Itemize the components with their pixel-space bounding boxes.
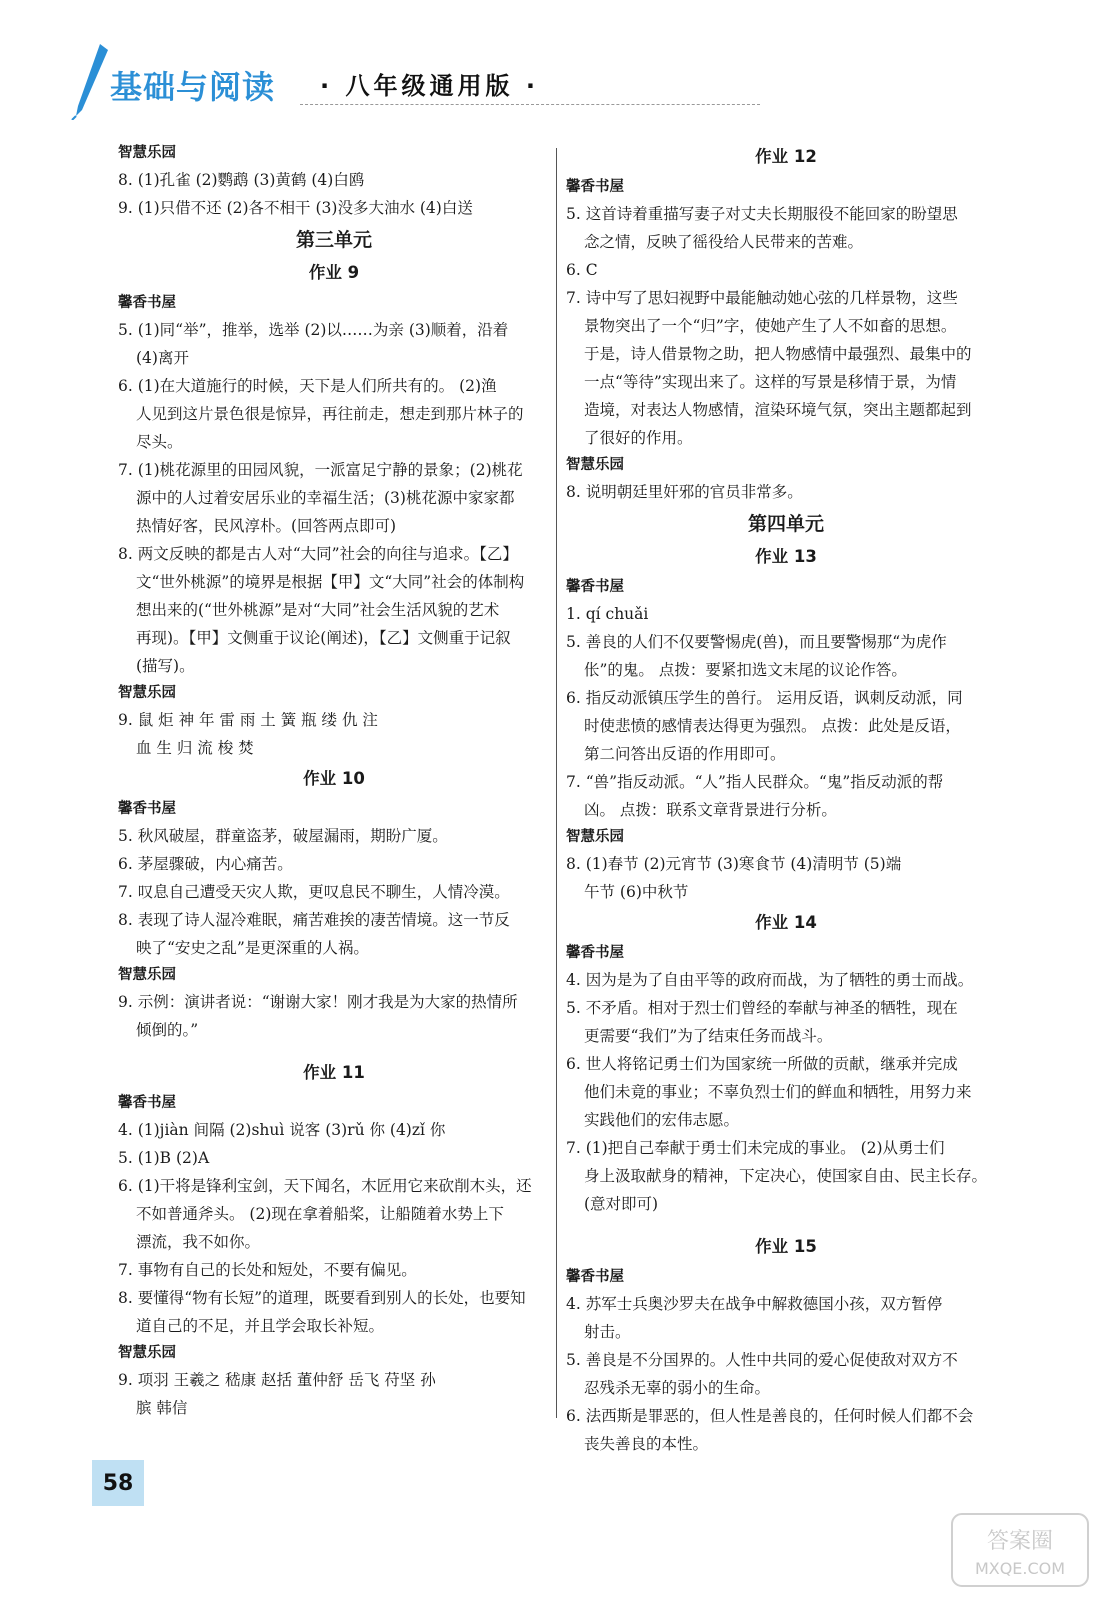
answer-line: 实践他们的宏伟志愿。 bbox=[584, 1111, 740, 1129]
answer-line: 6. 法西斯是罪恶的，但人性是善良的，任何时候人们都不会 bbox=[566, 1407, 974, 1425]
answer-line: 5. 善良是不分国界的。人性中共同的爱心促使敌对双方不 bbox=[566, 1351, 958, 1369]
answer-line: 5. 秋风破屋，群童盗茅，破屋漏雨，期盼广厦。 bbox=[118, 827, 448, 845]
answer-line: 文“世外桃源”的境界是根据【甲】文“大同”社会的体制构 bbox=[136, 573, 525, 591]
watermark-logo bbox=[950, 1510, 1090, 1590]
homework-title: 作业 12 bbox=[755, 147, 817, 166]
answer-line: 想出来的(“世外桃源”是对“大同”社会生活风貌的艺术 bbox=[136, 601, 500, 619]
section-label: 馨香书屋 bbox=[566, 1269, 624, 1285]
section-label: 馨香书屋 bbox=[118, 1095, 176, 1111]
answer-line: 第二问答出反语的作用即可。 bbox=[584, 745, 786, 763]
homework-title: 作业 15 bbox=[755, 1237, 817, 1256]
answer-line: 7. “兽”指反动派。“人”指人民群众。“鬼”指反动派的帮 bbox=[566, 773, 944, 791]
answer-line: 5. 善良的人们不仅要警惕虎(兽)，而且要警惕那“为虎作 bbox=[566, 633, 947, 651]
answer-line: 源中的人过着安居乐业的幸福生活；(3)桃花源中家家都 bbox=[136, 489, 515, 507]
section-label: 馨香书屋 bbox=[118, 295, 176, 311]
homework-title: 作业 9 bbox=[308, 263, 360, 282]
unit-title: 第四单元 bbox=[747, 513, 824, 535]
answer-line: 6. 茅屋骤破，内心痛苦。 bbox=[118, 855, 293, 873]
answer-line: 4. 苏军士兵奥沙罗夫在战争中解救德国小孩，双方暂停 bbox=[566, 1295, 943, 1313]
answer-line: 忍残杀无辜的弱小的生命。 bbox=[584, 1379, 771, 1397]
answer-line: 6. 指反动派镇压学生的兽行。 运用反语，讽刺反动派，同 bbox=[566, 689, 963, 707]
answer-line: 1. qí chuǎi bbox=[566, 605, 649, 623]
answer-line: 一点“等待”实现出来了。这样的写景是移情于景，为情 bbox=[584, 373, 957, 391]
series-title: 基础与阅读 bbox=[110, 68, 276, 106]
header-divider bbox=[300, 104, 760, 105]
answer-line: 8. 要懂得“物有长短”的道理，既要看到别人的长处，也要知 bbox=[118, 1289, 526, 1307]
answer-line: 5. (1)B (2)A bbox=[118, 1149, 210, 1167]
answer-line: 9. 示例：演讲者说：“谢谢大家！刚才我是为大家的热情所 bbox=[118, 993, 518, 1011]
answer-line: 7. 诗中写了思妇视野中最能触动她心弦的几样景物，这些 bbox=[566, 289, 958, 307]
section-label: 馨香书屋 bbox=[566, 945, 624, 961]
homework-title: 作业 13 bbox=[755, 547, 817, 566]
section-label: 馨香书屋 bbox=[118, 801, 176, 817]
answer-line: 6. C bbox=[566, 261, 598, 279]
answer-line: 身上汲取献身的精神，下定决心，使国家自由、民主长存。 bbox=[584, 1167, 988, 1185]
section-label: 智慧乐园 bbox=[118, 967, 176, 983]
homework-title: 作业 14 bbox=[755, 913, 817, 932]
homework-title: 作业 11 bbox=[303, 1063, 365, 1082]
answer-line: 7. (1)把自己奉献于勇士们未完成的事业。 (2)从勇士们 bbox=[566, 1139, 945, 1157]
brush-pen-icon bbox=[70, 40, 110, 120]
answer-line: 他们未竟的事业；不辜负烈士们的鲜血和牺牲，用努力来 bbox=[584, 1083, 972, 1101]
answer-line: 丧失善良的本性。 bbox=[584, 1435, 709, 1453]
edition-label: · 八年级通用版 · bbox=[320, 72, 539, 100]
answer-line: 8. 说明朝廷里奸邪的官员非常多。 bbox=[566, 483, 803, 501]
section-label: 智慧乐园 bbox=[566, 829, 624, 845]
page-header bbox=[0, 0, 1110, 120]
answer-line: 血 生 归 流 梭 焚 bbox=[136, 739, 254, 757]
answer-line: 道自己的不足，并且学会取长补短。 bbox=[136, 1317, 385, 1335]
answer-line: 7. (1)桃花源里的田园风貌，一派富足宁静的景象；(2)桃花 bbox=[118, 461, 523, 479]
answer-line: 热情好客，民风淳朴。(回答两点即可) bbox=[136, 517, 397, 535]
answer-line: 5. 不矛盾。相对于烈士们曾经的奉献与神圣的牺牲，现在 bbox=[566, 999, 958, 1017]
answer-line: 5. 这首诗着重描写妻子对丈夫长期服役不能回家的盼望思 bbox=[566, 205, 958, 223]
answer-line: 尽头。 bbox=[136, 433, 183, 451]
left-column bbox=[118, 140, 550, 1422]
answer-line: 9. 项羽 王羲之 嵇康 赵括 董仲舒 岳飞 苻坚 孙 bbox=[118, 1371, 436, 1389]
answer-line: 8. 两文反映的都是古人对“大同”社会的向往与追求。【乙】 bbox=[118, 545, 518, 563]
answer-line: 于是，诗人借景物之助，把人物感情中最强烈、最集中的 bbox=[584, 345, 972, 363]
answer-line: 6. (1)在大道施行的时候，天下是人们所共有的。 (2)渔 bbox=[118, 377, 497, 395]
answer-line: (描写)。 bbox=[136, 657, 195, 675]
answer-line: 人见到这片景色很是惊异，再往前走，想走到那片林子的 bbox=[136, 405, 524, 423]
section-label: 智慧乐园 bbox=[118, 685, 176, 701]
answer-line: 9. 鼠 炬 神 年 雷 雨 土 簧 瓶 缕 仇 注 bbox=[118, 711, 378, 729]
section-label: 智慧乐园 bbox=[118, 1345, 176, 1361]
section-label: 智慧乐园 bbox=[118, 145, 176, 161]
answer-line: 9. (1)只借不还 (2)各不相干 (3)没多大油水 (4)白送 bbox=[118, 199, 473, 217]
answer-line: 8. 表现了诗人湿冷难眠，痛苦难挨的凄苦情境。这一节反 bbox=[118, 911, 510, 929]
section-label: 智慧乐园 bbox=[566, 457, 624, 473]
unit-title: 第三单元 bbox=[295, 229, 372, 251]
column-divider bbox=[556, 148, 557, 1418]
answer-line: 7. 叹息自己遭受天灾人欺，更叹息民不聊生，人情冷漠。 bbox=[118, 883, 510, 901]
answer-line: 膑 韩信 bbox=[136, 1399, 188, 1417]
answer-line: 7. 事物有自己的长处和短处，不要有偏见。 bbox=[118, 1261, 417, 1279]
section-label: 馨香书屋 bbox=[566, 179, 624, 195]
answer-line: 了很好的作用。 bbox=[584, 429, 693, 447]
answer-line: 午节 (6)中秋节 bbox=[584, 883, 689, 901]
answer-line: 4. 因为是为了自由平等的政府而战，为了牺牲的勇士而战。 bbox=[566, 971, 974, 989]
answer-line: 8. (1)孔雀 (2)鹦鹉 (3)黄鹤 (4)白鸥 bbox=[118, 171, 365, 189]
answer-line: 漂流，我不如你。 bbox=[136, 1233, 261, 1251]
answer-line: 8. (1)春节 (2)元宵节 (3)寒食节 (4)清明节 (5)端 bbox=[566, 855, 902, 873]
answer-line: 造境，对表达人物感情，渲染环境气氛，突出主题都起到 bbox=[584, 401, 972, 419]
answer-line: 不如普通斧头。 (2)现在拿着船桨，让船随着水势上下 bbox=[136, 1205, 504, 1223]
answer-line: 4. (1)jiàn 间隔 (2)shuì 说客 (3)rǔ 你 (4)zǐ 你 bbox=[118, 1121, 446, 1139]
answer-line: 5. (1)同“举”，推举，选举 (2)以……为亲 (3)顺着，沿着 bbox=[118, 321, 509, 339]
answer-line: 时使悲愤的感情表达得更为强烈。 点拨：此处是反语， bbox=[584, 717, 961, 735]
section-label: 馨香书屋 bbox=[566, 579, 624, 595]
page-number: 58 bbox=[92, 1460, 144, 1506]
answer-line: 念之情，反映了徭役给人民带来的苦难。 bbox=[584, 233, 864, 251]
svg-text:MXQE.COM: MXQE.COM bbox=[974, 1559, 1066, 1578]
answer-line: (4)离开 bbox=[136, 349, 189, 367]
answer-line: 凶。 点拨：联系文章背景进行分析。 bbox=[584, 801, 837, 819]
answer-line: 射击。 bbox=[584, 1323, 631, 1341]
answer-line: 景物突出了一个“归”字，使她产生了人不如畜的思想。 bbox=[584, 317, 957, 335]
homework-title: 作业 10 bbox=[303, 769, 365, 788]
right-column bbox=[566, 140, 1006, 1458]
answer-line: 更需要“我们”为了结束任务而战斗。 bbox=[584, 1027, 833, 1045]
answer-line: 再现)。【甲】文侧重于议论(阐述)，【乙】文侧重于记叙 bbox=[136, 629, 511, 647]
answer-line: 伥”的鬼。 点拨：要紧扣选文末尾的议论作答。 bbox=[584, 661, 907, 679]
answer-line: 映了“安史之乱”是更深重的人祸。 bbox=[136, 939, 369, 957]
answer-line: 6. (1)干将是锋利宝剑，天下闻名，木匠用它来砍削木头，还 bbox=[118, 1177, 532, 1195]
svg-text:答案圈: 答案圈 bbox=[986, 1529, 1054, 1554]
answer-line: 6. 世人将铭记勇士们为国家统一所做的贡献，继承并完成 bbox=[566, 1055, 958, 1073]
answer-line: 倾倒的。” bbox=[136, 1021, 199, 1039]
answer-line: (意对即可) bbox=[584, 1195, 659, 1213]
